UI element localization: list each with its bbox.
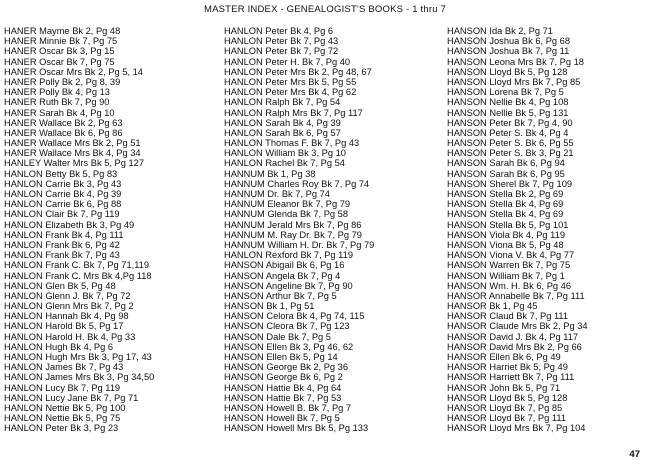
index-entry: HANLON Betty Bk 5, Pg 83	[4, 168, 118, 179]
index-entry: HANLON Thomas F. Bk 7, Pg 43	[224, 138, 360, 149]
index-entry: HANNUM Charles Roy Bk 7, Pg 74	[224, 178, 370, 189]
index-entry: HANSON Wm. H. Bk 6, Pg 46	[447, 280, 571, 291]
index-entry: HANSON Lorena Bk 7, Pg 5	[447, 87, 564, 98]
index-entry: HANLEY Walter Mrs Bk 5, Pg 127	[4, 158, 145, 169]
index-entry: HANSON Ida Bk 2, Pg 71	[447, 26, 553, 36]
index-entry: HANSON Joshua Bk 6, Pg 68	[447, 36, 570, 47]
index-entry: HANER Oscar Bk 3, Pg 15	[4, 46, 115, 57]
index-entry: HANLON Elizabeth Bk 3, Pg 49	[4, 219, 135, 230]
index-entry: HANLON Lucy Bk 7, Pg 119	[4, 382, 121, 393]
index-entry: HANSON Angeline Bk 7, Pg 90	[224, 280, 353, 291]
index-entry: HANLON Peter Bk 3, Pg 23	[4, 423, 119, 434]
index-entry: HANLON Glenn Mrs Bk 7, Pg 2	[4, 301, 134, 312]
index-entry: HANSON Joshua Bk 7, Pg 11	[447, 46, 570, 57]
index-entry: HANLON Glenn J. Bk 7, Pg 72	[4, 290, 131, 301]
index-entry: HANER Sarah Bk 4, Pg 10	[4, 107, 115, 118]
index-entry: HANSOR Lloyd Bk 7, Pg 111	[447, 413, 567, 424]
index-entry: HANSON Lloyd Mrs Bk 7, Pg 85	[447, 76, 581, 87]
index-entry: HANLON Sarah Bk 6, Pg 57	[224, 127, 341, 138]
index-entry: HANSON Abigail Bk 6, Pg 16	[224, 260, 345, 271]
index-entry: HANLON Rexford Bk 7, Pg 119	[224, 250, 354, 261]
index-entry: HANLON Frank Bk 4, Pg 111	[4, 229, 124, 240]
index-entry: HANLON Peter Bk 7, Pg 43	[224, 36, 339, 47]
index-entry: HANSON Angela Bk 7, Pg 4	[224, 270, 341, 281]
index-entry: HANLON James Mrs Bk 3, Pg 34,50	[4, 372, 155, 383]
index-entry: HANSOR Lloyd Bk 5, Pg 128	[447, 392, 568, 403]
index-entry: HANNUM William H. Dr. Bk 7, Pg 79	[224, 239, 375, 250]
index-entry: HANSON Howell Mrs Bk 5, Pg 133	[224, 423, 369, 434]
index-entry: HANLON Hugh Bk 4, Pg 6	[4, 341, 114, 352]
index-entry: HANSON William Bk 7, Pg 1	[447, 270, 565, 281]
index-entry: HANLON Ralph Mrs Bk 7, Pg 117	[224, 107, 363, 118]
index-entry: HANER Oscar Bk 7, Pg 75	[4, 56, 115, 67]
index-entry: HANSON Sherel Bk 7, Pg 109	[447, 178, 573, 189]
index-entry: HANNUM Bk 1, Pg 38	[224, 168, 316, 179]
index-entry: HANLON Nettie Bk 5, Pg 75	[4, 413, 121, 424]
index-column-3	[447, 26, 647, 434]
index-entry: HANNUM Dr. Bk 7, Pg 74	[224, 189, 330, 199]
index-entry: HANSON Ellen Bk 5, Pg 14	[224, 352, 338, 362]
index-entry: HANLON Hannah Bk 4, Pg 98	[4, 311, 129, 322]
index-entry: HANSON Stella Bk 4, Pg 69	[447, 199, 564, 210]
index-entry: HANLON Peter Mrs Bk 2, Pg 48, 67	[224, 66, 372, 77]
index-entry: HANER Mayme Bk 2, Pg 48	[4, 26, 121, 36]
index-entry: HANER Oscar Mrs Bk 2, Pg 5, 14	[4, 66, 143, 77]
index-entry: HANSON Cleora Bk 7, Pg 123	[224, 321, 350, 332]
index-entry: HANLON Peter H. Bk 7, Pg 40	[224, 56, 351, 67]
index-entry: HANNUM M. Ray Dr. Bk 7, Pg 79	[224, 229, 362, 240]
index-entry: HANLON Frank Bk 7, Pg 43	[4, 250, 120, 261]
index-entry: HANSON Ellen Bk 3, Pg 46, 62	[224, 341, 354, 352]
index-entry: HANLON Hugh Mrs Bk 3, Pg 17, 43	[4, 352, 152, 362]
index-entry: HANSOR Lloyd Bk 7, Pg 85	[447, 402, 563, 413]
index-entry: HANSON Peter S. Bk 4, Pg 4	[447, 127, 569, 138]
index-entry: HANLON Harold H. Bk 4, Pg 33	[4, 331, 136, 342]
index-column-2	[224, 26, 439, 434]
index-entry: HANLON Carrie Bk 3, Pg 43	[4, 178, 122, 189]
index-entry: HANNUM Eleanor Bk 7, Pg 79	[224, 199, 351, 210]
index-entry: HANSON Viona V. Bk 4, Pg 77	[447, 250, 575, 261]
index-entry: HANSOR Annabelle Bk 7, Pg 111	[447, 290, 585, 301]
index-entry: HANSON Peter S. Bk 6, Pg 55	[447, 138, 574, 149]
index-entry: HANSON Stella Bk 5, Pg 101	[447, 219, 569, 230]
index-entry: HANLON Glen Bk 5, Pg 48	[4, 280, 116, 291]
index-entry: HANER Polly Bk 2, Pg 8, 39	[4, 76, 121, 87]
index-entry: HANLON Frank C. Bk 7, Pg 71,119	[4, 260, 150, 271]
index-entry: HANSOR David Mrs Bk 2, Pg 66	[447, 341, 582, 352]
index-entry: HANSOR John Bk 5, Pg 71	[447, 382, 561, 393]
index-entry: HANSON Howell B. Bk 7, Pg 7	[224, 402, 352, 413]
index-entry: HANLON Harold Bk 5, Pg 17	[4, 321, 124, 332]
index-entry: HANSON Hattie Bk 7, Pg 53	[224, 392, 342, 403]
index-entry: HANSOR David J. Bk 4, Pg 117	[447, 331, 579, 342]
index-entry: HANSOR Claude Mrs Bk 2, Pg 34	[447, 321, 588, 332]
index-entry: HANSON Bk 1, Pg 51	[224, 301, 315, 312]
index-entry: HANLON Peter Bk 4, Pg 6	[224, 26, 334, 36]
index-entry: HANSON Stella Bk 2, Pg 69	[447, 189, 564, 199]
index-entry: HANSON Nellie Bk 4, Pg 108	[447, 97, 569, 108]
index-entry: HANSON George Bk 6, Pg 2	[224, 372, 343, 383]
index-entry: HANSON Arthur Bk 7, Pg 5	[224, 290, 337, 301]
index-entry: HANNUM Jerald Mrs Bk 7, Pg 86	[224, 219, 362, 230]
index-entry: HANSON Lloyd Bk 5, Pg 128	[447, 66, 568, 77]
page-title: MASTER INDEX - GENEALOGIST'S BOOKS - 1 thru 7	[203, 4, 447, 15]
index-entry: HANSOR Harriet Bk 5, Pg 49	[447, 362, 568, 373]
index-entry: HANSON George Bk 2, Pg 36	[224, 362, 349, 373]
index-entry: HANSON Celora Bk 4, Pg 74, 115	[224, 311, 365, 322]
index-entry: HANSON Sarah Bk 6, Pg 95	[447, 168, 565, 179]
index-entry: HANSOR Claud Bk 7, Pg 111	[447, 311, 569, 322]
index-entry: HANSOR Ellen Bk 6, Pg 49	[447, 352, 561, 362]
index-entry: HANER Polly Bk 4, Pg 13	[4, 87, 110, 98]
index-entry: HANLON Peter Mrs Bk 4, Pg 62	[224, 87, 357, 98]
index-entry: HANSOR Harriett Bk 7, Pg 111	[447, 372, 575, 383]
index-entry: HANER Ruth Bk 7, Pg 90	[4, 97, 110, 108]
index-entry: HANLON Frank C. Mrs Bk 4,Pg 118	[4, 270, 152, 281]
index-entry: HANLON Rachel Bk 7, Pg 54	[224, 158, 345, 169]
index-entry: HANSON Dale Bk 7, Pg 5	[224, 331, 331, 342]
index-entry: HANER Minnie Bk 7, Pg 75	[4, 36, 118, 47]
page-number: 47	[629, 449, 640, 460]
index-entry: HANLON Peter Mrs Bk 5, Pg 55	[224, 76, 357, 87]
index-entry: HANLON Carrie Bk 4, Pg 39	[4, 189, 122, 199]
index-entry: HANSON Viola Bk 4, Pg 119	[447, 229, 565, 240]
index-entry: HANER Wallace Mrs Bk 4, Pg 34	[4, 148, 141, 159]
index-entry: HANLON Peter Bk 7, Pg 72	[224, 46, 339, 57]
index-entry: HANLON Sarah Bk 4, Pg 39	[224, 117, 341, 128]
index-entry: HANNUM Glenda Bk 7, Pg 58	[224, 209, 349, 220]
index-entry: HANSON Howell Bk 7, Pg 5	[224, 413, 340, 424]
index-entry: HANSON Peter Bk 7, Pg 4, 90	[447, 117, 573, 128]
index-entry: HANLON Frank Bk 6, Pg 42	[4, 239, 120, 250]
index-entry: HANLON Carrie Bk 6, Pg 88	[4, 199, 122, 210]
index-entry: HANLON Lucy Jane Bk 7, Pg 71	[4, 392, 139, 403]
index-entry: HANSON Leona Mrs Bk 7, Pg 18	[447, 56, 584, 67]
index-entry: HANSON Peter S. Bk 3, Pg 21	[447, 148, 574, 159]
index-entry: HANLON William Bk 3, Pg 10	[224, 148, 346, 159]
index-entry: HANSOR Bk 1, Pg 45	[447, 301, 538, 312]
index-entry: HANSON Stella Bk 4, Pg 69	[447, 209, 564, 220]
index-entry: HANSON Sarah Bk 6, Pg 94	[447, 158, 565, 169]
index-entry: HANSON Hattie Bk 4, Pg 64	[224, 382, 342, 393]
index-entry: HANLON Clair Bk 7, Pg 119	[4, 209, 120, 220]
index-entry: HANSOR Lloyd Mrs Bk 7, Pg 104	[447, 423, 586, 434]
index-entry: HANLON Ralph Bk 7, Pg 54	[224, 97, 341, 108]
index-entry: HANSON Nellie Bk 5, Pg 131	[447, 107, 569, 118]
index-entry: HANLON James Bk 7, Pg 43	[4, 362, 124, 373]
index-entry: HANER Wallace Bk 2, Pg 63	[4, 117, 123, 128]
index-entry: HANSON Warren Bk 7, Pg 75	[447, 260, 571, 271]
index-column-1	[4, 26, 216, 434]
index-entry: HANER Wallace Bk 6, Pg 86	[4, 127, 123, 138]
index-entry: HANLON Nettie Bk 5, Pg 100	[4, 402, 126, 413]
index-entry: HANER Wallace Mrs Bk 2, Pg 51	[4, 138, 141, 149]
index-entry: HANSON Viona Bk 5, Pg 48	[447, 239, 564, 250]
